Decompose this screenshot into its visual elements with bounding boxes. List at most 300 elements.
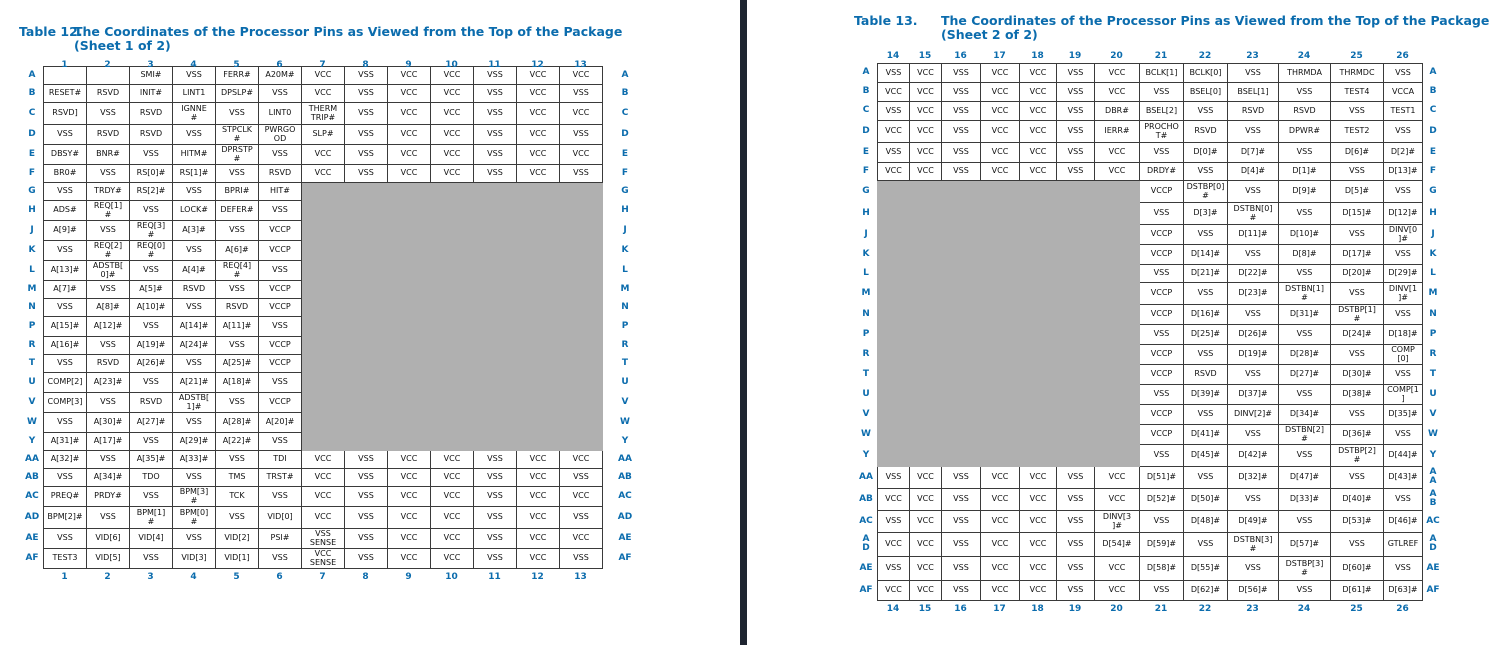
row-label: AF: [618, 552, 632, 563]
column-label: 10: [445, 60, 458, 70]
pin-cell: VSS: [44, 529, 87, 549]
unpopulated-area: [910, 345, 942, 365]
row-label: A: [28, 69, 36, 80]
row-label: G: [621, 185, 629, 196]
column-label: 24: [1297, 51, 1311, 61]
row-label: F: [621, 167, 629, 178]
pin-cell: VSS: [1140, 581, 1184, 601]
table-row: [878, 305, 1423, 325]
pin-cell: D[2]#: [1384, 143, 1423, 163]
table-title: The Coordinates of the Processor Pins as Viewed from the Top of the Package: [941, 13, 1489, 28]
pin-cell: VCC: [910, 83, 942, 102]
pin-cell: VSS: [130, 487, 173, 507]
row-label: U: [28, 376, 36, 387]
unpopulated-area: [302, 393, 345, 413]
unpopulated-area: [910, 405, 942, 425]
pin-cell: RSVD: [1228, 102, 1279, 121]
unpopulated-area: [910, 425, 942, 445]
unpopulated-area: [910, 385, 942, 405]
pin-cell: VCC: [1095, 557, 1140, 581]
column-label: 5: [233, 572, 240, 582]
unpopulated-area: [517, 183, 560, 201]
pin-cell: COMP[1 ]: [1384, 385, 1423, 405]
row-label: E: [28, 148, 36, 159]
row-label: Y: [1429, 449, 1437, 460]
pin-cell: RESET#: [44, 85, 87, 103]
column-label: 13: [574, 572, 587, 582]
table-row: [878, 203, 1423, 225]
unpopulated-area: [431, 281, 474, 299]
pin-cell: VCC: [981, 64, 1020, 83]
pin-cell: VSS: [1228, 121, 1279, 143]
pin-cell: TEST3: [44, 549, 87, 569]
column-label: 6: [276, 572, 283, 582]
pin-cell: PROCHO T#: [1140, 121, 1184, 143]
table-row: [44, 221, 603, 241]
table-row: [44, 355, 603, 373]
row-label: H: [28, 204, 36, 215]
pin-cell: ADSTB[ 1]#: [173, 393, 216, 413]
pin-cell: DINV[2]#: [1228, 405, 1279, 425]
pin-cell: VSS: [1057, 557, 1095, 581]
pin-cell: D[16]#: [1184, 305, 1228, 325]
pin-cell: VCC: [388, 67, 431, 85]
pin-cell: A[27]#: [130, 413, 173, 433]
pin-cell: VSS: [1384, 64, 1423, 83]
pin-cell: A[24]#: [173, 337, 216, 355]
pin-cell: VCC: [910, 533, 942, 557]
unpopulated-area: [431, 393, 474, 413]
unpopulated-area: [388, 201, 431, 221]
unpopulated-area: [474, 317, 517, 337]
pin-cell: VSS: [560, 469, 603, 487]
pin-cell: VCC: [388, 451, 431, 469]
pin-cell: VSS: [942, 64, 981, 83]
unpopulated-area: [388, 299, 431, 317]
column-label: 13: [574, 60, 587, 70]
row-label: AE: [859, 562, 873, 573]
unpopulated-area: [388, 373, 431, 393]
unpopulated-area: [1057, 325, 1095, 345]
pin-cell: VCC: [1020, 83, 1057, 102]
unpopulated-area: [302, 413, 345, 433]
pin-cell: VSS: [1057, 511, 1095, 533]
unpopulated-area: [517, 261, 560, 281]
pin-cell: VID[5]: [87, 549, 130, 569]
row-label: E: [862, 146, 870, 157]
row-label: V: [621, 396, 629, 407]
column-label: 20: [1110, 604, 1123, 614]
unpopulated-area: [1057, 283, 1095, 305]
pin-cell: VSS: [474, 125, 517, 145]
pin-cell: VCC: [1020, 581, 1057, 601]
row-label: K: [862, 248, 870, 259]
row-label: T: [28, 357, 36, 368]
row-label: B: [28, 87, 36, 98]
pin-cell: VSS: [560, 549, 603, 569]
pin-cell: VSS: [474, 549, 517, 569]
pin-cell: THRMDA: [1279, 64, 1331, 83]
pin-cell: D[40]#: [1331, 489, 1384, 511]
column-label: 3: [147, 60, 154, 70]
pin-cell: VSS: [560, 165, 603, 183]
pin-cell: VSS: [942, 143, 981, 163]
pin-cell: D[33]#: [1279, 489, 1331, 511]
row-label: W: [620, 416, 630, 427]
pin-cell: VCC: [517, 529, 560, 549]
pin-cell: VSS: [44, 125, 87, 145]
unpopulated-area: [910, 245, 942, 265]
pin-cell: VSS: [1184, 283, 1228, 305]
unpopulated-area: [878, 325, 910, 345]
pin-cell: VCCP: [1140, 283, 1184, 305]
row-label: M: [1428, 287, 1438, 298]
column-label: 3: [147, 572, 154, 582]
page-divider: [740, 0, 747, 645]
unpopulated-area: [981, 225, 1020, 245]
pin-cell: VSS: [1384, 489, 1423, 511]
pin-cell: D[29]#: [1384, 265, 1423, 283]
pin-cell: D[20]#: [1331, 265, 1384, 283]
pin-cell: DPWR#: [1279, 121, 1331, 143]
row-label: AF: [859, 584, 873, 595]
pin-cell: VCC: [560, 487, 603, 507]
pin-cell: VCCP: [1140, 405, 1184, 425]
row-label: A: [1429, 67, 1437, 77]
column-label: 21: [1154, 604, 1168, 614]
pin-cell: VCC: [910, 511, 942, 533]
pin-cell: VCC: [1095, 581, 1140, 601]
pin-cell: VSS: [560, 85, 603, 103]
row-label: E: [1429, 146, 1437, 157]
column-label: 18: [1031, 51, 1044, 61]
pin-cell: VSS: [345, 103, 388, 125]
column-label: 12: [531, 60, 544, 70]
pin-cell: VSS: [130, 261, 173, 281]
pin-cell: STPCLK #: [216, 125, 259, 145]
pin-cell: D[45]#: [1184, 445, 1228, 467]
unpopulated-area: [560, 355, 603, 373]
unpopulated-area: [517, 317, 560, 337]
table-row: [878, 225, 1423, 245]
unpopulated-area: [878, 265, 910, 283]
column-label: 22: [1198, 51, 1212, 61]
pin-cell: VSS: [173, 67, 216, 85]
unpopulated-area: [910, 445, 942, 467]
pin-cell: D[19]#: [1228, 345, 1279, 365]
pin-cell: VSS: [474, 487, 517, 507]
pin-cell: VSS: [216, 103, 259, 125]
unpopulated-area: [560, 337, 603, 355]
pin-cell: VSS: [345, 549, 388, 569]
row-label: V: [28, 396, 36, 407]
column-label: 8: [362, 60, 369, 70]
table-row: [44, 393, 603, 413]
pin-cell: D[62]#: [1184, 581, 1228, 601]
row-label: AB: [618, 471, 632, 482]
unpopulated-area: [431, 221, 474, 241]
pin-cell: VSS: [1228, 181, 1279, 203]
pin-cell: VSS: [942, 467, 981, 489]
unpopulated-area: [1095, 225, 1140, 245]
pin-cell: D[43]#: [1384, 467, 1423, 489]
row-label: L: [863, 267, 869, 278]
row-label: W: [861, 428, 871, 439]
pin-cell: VSS: [1140, 325, 1184, 345]
pin-cell: VSS: [1057, 102, 1095, 121]
unpopulated-area: [345, 355, 388, 373]
pin-cell: VSS: [1140, 143, 1184, 163]
pin-cell: D[39]#: [1184, 385, 1228, 405]
pin-cell: VCC: [431, 103, 474, 125]
column-label: 11: [488, 60, 501, 70]
pin-cell: VSS: [474, 67, 517, 85]
column-label: 23: [1246, 51, 1259, 61]
pin-cell: VSS: [216, 281, 259, 299]
column-label: 9: [405, 572, 412, 582]
unpopulated-area: [1095, 203, 1140, 225]
row-label: P: [862, 328, 870, 339]
pin-cell: VCC: [981, 557, 1020, 581]
table-row: [878, 467, 1423, 489]
row-label: H: [862, 207, 870, 218]
pin-cell: IERR#: [1095, 121, 1140, 143]
pin-cell: VSS: [173, 299, 216, 317]
pin-cell: D[59]#: [1140, 533, 1184, 557]
unpopulated-area: [1095, 385, 1140, 405]
unpopulated-area: [474, 241, 517, 261]
pin-cell: A20M#: [259, 67, 302, 85]
pin-cell: VSS: [942, 163, 981, 181]
pin-cell: RSVD: [216, 299, 259, 317]
pin-cell: VCC: [1020, 489, 1057, 511]
table-row: [44, 549, 603, 569]
table-row: [878, 445, 1423, 467]
unpopulated-area: [942, 265, 981, 283]
unpopulated-area: [431, 183, 474, 201]
unpopulated-area: [981, 425, 1020, 445]
pin-cell: VCC: [910, 121, 942, 143]
table-row: [44, 261, 603, 281]
table-row: [44, 451, 603, 469]
column-label: 14: [886, 604, 900, 614]
pin-cell: VSS: [878, 467, 910, 489]
pin-cell: VSS: [1279, 83, 1331, 102]
unpopulated-area: [431, 433, 474, 451]
pin-cell: D[42]#: [1228, 445, 1279, 467]
pin-cell: VSS: [173, 125, 216, 145]
column-label: 18: [1031, 604, 1044, 614]
pin-cell: VCC: [388, 125, 431, 145]
pin-cell: VSS: [1184, 102, 1228, 121]
pin-cell: VCC: [388, 529, 431, 549]
pin-cell: DPSLP#: [216, 85, 259, 103]
pin-cell: DSTBN[2] #: [1279, 425, 1331, 445]
row-label: M: [861, 287, 871, 298]
pin-cell: D[9]#: [1279, 181, 1331, 203]
row-label: C: [621, 107, 629, 118]
pin-cell: VCCP: [1140, 305, 1184, 325]
column-label: 21: [1154, 51, 1168, 61]
pin-cell: VSS: [474, 103, 517, 125]
pin-cell: BPM[1] #: [130, 507, 173, 529]
column-label: 7: [319, 60, 326, 70]
pin-cell: VSS: [1279, 511, 1331, 533]
table-row: [878, 581, 1423, 601]
table-row: [878, 533, 1423, 557]
pin-cell: VCC: [981, 511, 1020, 533]
pin-cell: VCC: [388, 507, 431, 529]
column-label: 5: [233, 60, 240, 70]
pin-cell: VCC: [878, 163, 910, 181]
pin-cell: DSTBP[2] #: [1331, 445, 1384, 467]
column-label: 2: [104, 572, 111, 582]
unpopulated-area: [1020, 345, 1057, 365]
row-label: AC: [859, 515, 873, 526]
pin-cell: VCC: [981, 581, 1020, 601]
pin-cell: VCC: [517, 507, 560, 529]
pin-cell: VCC: [981, 163, 1020, 181]
pin-cell: VCC SENSE: [302, 549, 345, 569]
pin-cell: VCC: [1095, 163, 1140, 181]
unpopulated-area: [302, 201, 345, 221]
pin-cell: VSS: [1331, 225, 1384, 245]
pin-cell: REQ[1] #: [87, 201, 130, 221]
pin-cell: RS[1]#: [173, 165, 216, 183]
row-label: AB: [859, 493, 873, 504]
table-row: [44, 507, 603, 529]
column-label: 1: [61, 572, 68, 582]
unpopulated-area: [981, 181, 1020, 203]
pin-cell: VCC: [431, 85, 474, 103]
unpopulated-area: [1020, 425, 1057, 445]
unpopulated-area: [1020, 283, 1057, 305]
pin-cell: VSS: [1384, 181, 1423, 203]
unpopulated-area: [345, 299, 388, 317]
pin-cell: VCC: [431, 165, 474, 183]
row-label: R: [1429, 348, 1437, 359]
unpopulated-area: [302, 281, 345, 299]
pin-cell: D[28]#: [1279, 345, 1331, 365]
pin-cell: A[5]#: [130, 281, 173, 299]
unpopulated-area: [981, 305, 1020, 325]
pin-cell: VCC: [431, 145, 474, 165]
pin-cell: A[13]#: [44, 261, 87, 281]
unpopulated-area: [878, 203, 910, 225]
pin-cell: VCC: [302, 451, 345, 469]
pin-cell: LINT0: [259, 103, 302, 125]
pin-cell: VCC: [1095, 489, 1140, 511]
pin-cell: VSS: [1140, 83, 1184, 102]
pin-cell: VCC: [1095, 467, 1140, 489]
unpopulated-area: [431, 241, 474, 261]
pin-cell: VSS: [1384, 557, 1423, 581]
pin-cell: VSS: [259, 85, 302, 103]
pin-cell: DSTBP[3] #: [1279, 557, 1331, 581]
pin-cell: DSTBN[1] #: [1279, 283, 1331, 305]
unpopulated-area: [1020, 305, 1057, 325]
pin-cell: VSS: [87, 337, 130, 355]
pin-cell: VCCP: [259, 299, 302, 317]
row-label: R: [862, 348, 870, 359]
pin-cell: VSS: [87, 507, 130, 529]
pin-cell: A[10]#: [130, 299, 173, 317]
pin-cell: VSS: [1057, 467, 1095, 489]
unpopulated-area: [981, 365, 1020, 385]
pin-cell: REQ[0] #: [130, 241, 173, 261]
column-label: 4: [190, 572, 197, 582]
pin-cell: VSS: [942, 581, 981, 601]
table-row: [878, 64, 1423, 83]
row-label: AD: [617, 511, 633, 522]
row-label: B: [1429, 86, 1437, 96]
column-label: 17: [993, 604, 1006, 614]
table-row: [878, 405, 1423, 425]
pin-cell: VSS: [474, 145, 517, 165]
pin-cell: VSS: [87, 221, 130, 241]
pin-cell: PREQ#: [44, 487, 87, 507]
unpopulated-area: [981, 385, 1020, 405]
row-label: U: [862, 388, 870, 399]
unpopulated-area: [388, 241, 431, 261]
pin-cell: VSS: [1057, 533, 1095, 557]
table-row: [44, 337, 603, 355]
pin-cell: PSI#: [259, 529, 302, 549]
row-label: AE: [1426, 562, 1440, 573]
row-label: C: [1429, 105, 1437, 115]
row-label: H: [621, 204, 629, 215]
unpopulated-area: [910, 203, 942, 225]
pin-cell: VCC: [560, 103, 603, 125]
pin-cell: VSS: [1384, 425, 1423, 445]
row-label: A D: [1429, 534, 1437, 553]
unpopulated-area: [302, 355, 345, 373]
pin-cell: BPRI#: [216, 183, 259, 201]
row-label: N: [28, 301, 36, 312]
pin-cell: VSS: [345, 85, 388, 103]
pin-cell: VSS: [345, 67, 388, 85]
unpopulated-area: [474, 261, 517, 281]
row-label: AB: [25, 471, 39, 482]
unpopulated-area: [942, 365, 981, 385]
unpopulated-area: [942, 385, 981, 405]
pin-cell: D[7]#: [1228, 143, 1279, 163]
pin-cell: PWRGO OD: [259, 125, 302, 145]
pin-cell: A[11]#: [216, 317, 259, 337]
pin-cell: VSS: [474, 469, 517, 487]
pin-cell: DPRSTP #: [216, 145, 259, 165]
pin-cell: VCC: [1020, 511, 1057, 533]
unpopulated-area: [878, 445, 910, 467]
pin-cell: VSS: [1331, 163, 1384, 181]
row-label: T: [1429, 368, 1437, 379]
unpopulated-area: [1057, 385, 1095, 405]
unpopulated-area: [302, 373, 345, 393]
row-label: M: [27, 283, 37, 294]
pin-cell: VCC: [517, 103, 560, 125]
table-13-pin-grid: [877, 63, 1423, 601]
pin-cell: D[46]#: [1384, 511, 1423, 533]
pin-cell: D[61]#: [1331, 581, 1384, 601]
pin-cell: VCC: [302, 507, 345, 529]
pin-cell: VSS: [44, 299, 87, 317]
table-row: [44, 373, 603, 393]
unpopulated-area: [474, 201, 517, 221]
table-row: [44, 299, 603, 317]
unpopulated-area: [302, 337, 345, 355]
pin-cell: VSS: [1384, 121, 1423, 143]
unpopulated-area: [1020, 365, 1057, 385]
